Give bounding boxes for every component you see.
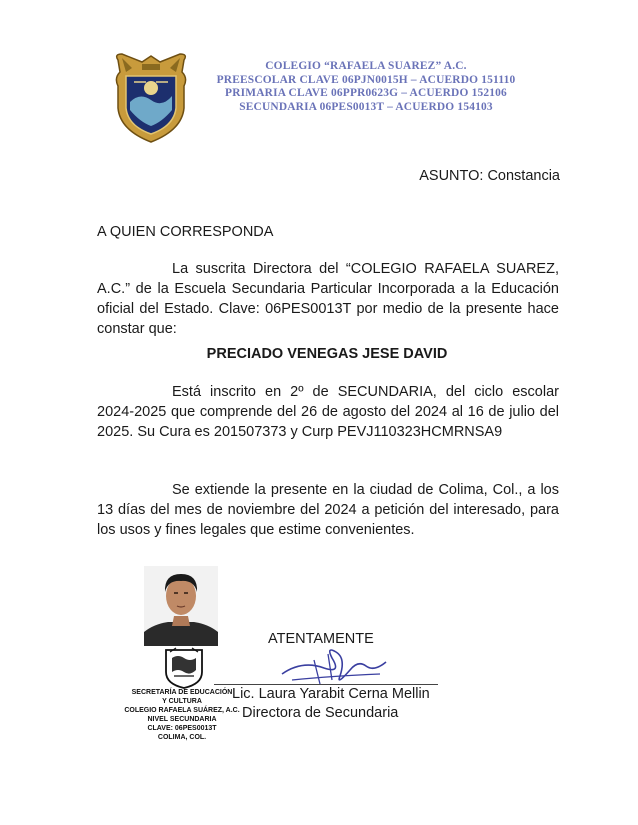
student-photo — [144, 566, 218, 646]
letterhead-primaria: PRIMARIA CLAVE 06PPR0623G – ACUERDO 152106 — [225, 87, 507, 100]
signer-title: Directora de Secundaria — [242, 705, 399, 721]
body-paragraph-closing: Se extiende la presente en la ciudad de Colima, Col., a los 13 días del mes de noviembre del 2024 a petición del interesado, para los usos y fines legales que estime convenientes. — [97, 482, 559, 538]
seal-emblem-icon — [162, 646, 206, 690]
letterhead-school-name: COLEGIO “RAFAELA SUAREZ” A.C. — [265, 60, 467, 72]
salutation: A QUIEN CORRESPONDA — [97, 224, 274, 240]
school-seal — [122, 646, 242, 756]
letterhead — [196, 60, 536, 114]
seal-line-colegio: COLEGIO RAFAELA SUÁREZ, A.C. — [124, 707, 240, 714]
body-paragraph-intro: La suscrita Directora del “COLEGIO RAFAELA SUAREZ, A.C.” de la Escuela Secundaria Particular Incorporada a la Educación oficial del Estado. Clave: 06PES0013T por medio de la presente hace constar que: — [97, 261, 559, 337]
seal-line-clave: CLAVE: 06PES0013T — [147, 725, 217, 732]
signature-icon — [262, 640, 412, 690]
school-crest-icon — [112, 52, 190, 144]
seal-line-cultura: Y CULTURA — [162, 698, 202, 705]
seal-line-ciudad: COLIMA, COL. — [157, 734, 207, 741]
student-name: PRECIADO VENEGAS JESE DAVID — [206, 346, 448, 362]
subject-line: ASUNTO: Constancia — [419, 168, 560, 184]
signer-name: Lic. Laura Yarabit Cerna Mellin — [232, 686, 430, 702]
seal-line-secretaria: SECRETARÍA DE EDUCACIÓN — [131, 689, 233, 696]
seal-line-nivel: NIVEL SECUNDARIA — [147, 716, 217, 723]
body-paragraph-enrollment: Está inscrito en 2º de SECUNDARIA, del ciclo escolar 2024-2025 que comprende del 26 de agosto del 2024 al 16 de julio del 2025. Su Cura es 201507373 y Curp PEVJ110323HCMRNSA9 — [97, 384, 559, 440]
closing-atentamente: ATENTAMENTE — [268, 631, 374, 647]
signer-block — [232, 685, 430, 723]
letterhead-preescolar: PREESCOLAR CLAVE 06PJN0015H – ACUERDO 151110 — [216, 73, 516, 86]
letterhead-secundaria: SECUNDARIA 06PES0013T – ACUERDO 154103 — [239, 100, 493, 113]
